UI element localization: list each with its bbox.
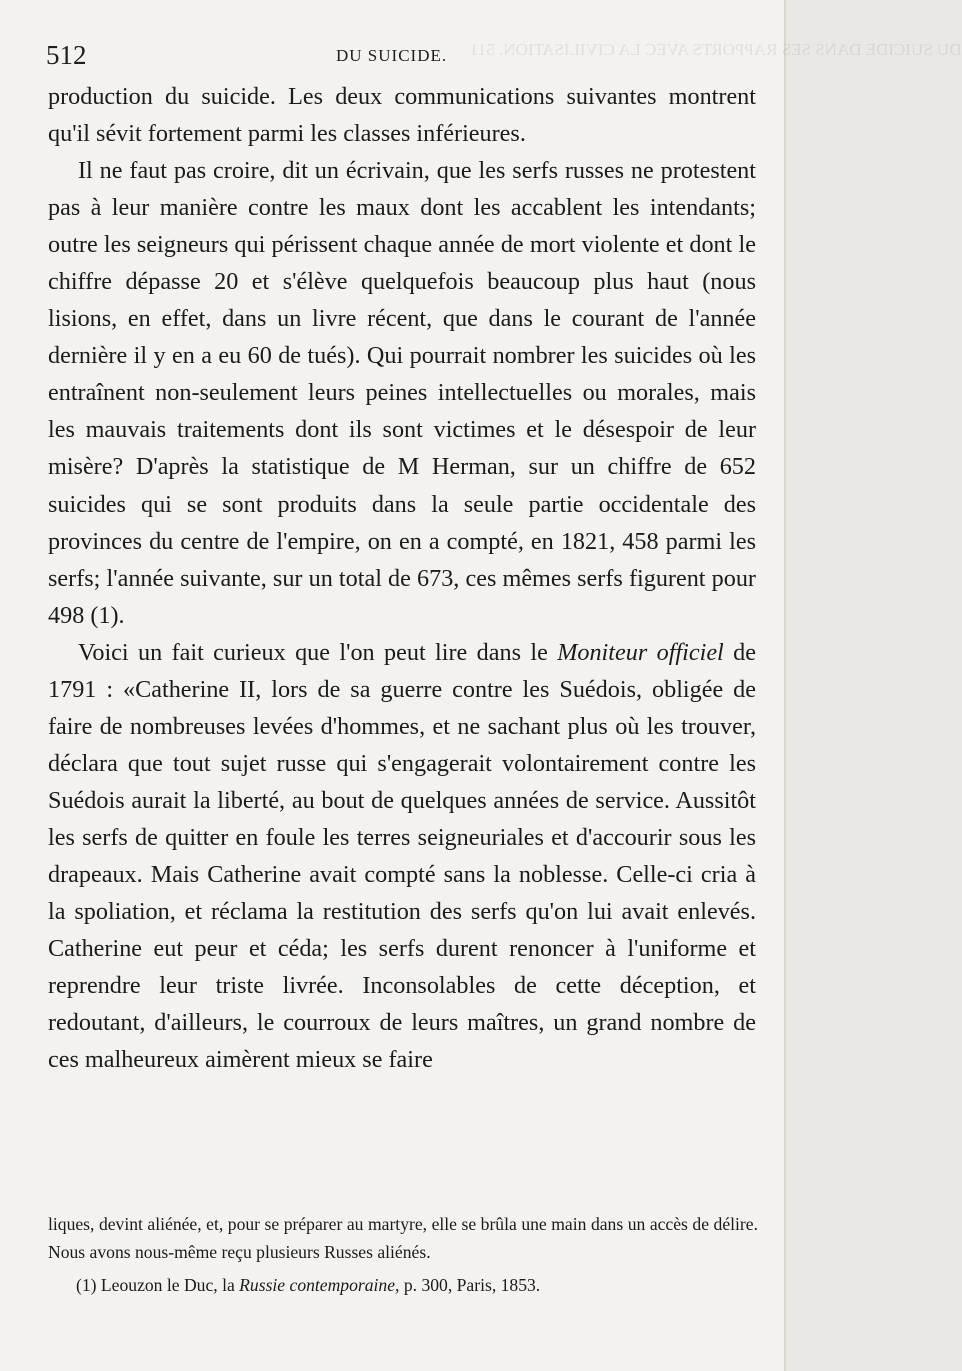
paragraph-3 <box>48 634 756 1079</box>
footnote-1-end: , p. 300, Paris, 1853. <box>395 1275 541 1296</box>
moniteur-officiel-title: Moniteur officiel <box>557 638 724 666</box>
russie-contemporaine-title: Russie contemporaine <box>239 1275 396 1296</box>
paragraph-3-text-rest: de 1791 : «Catherine II, lors de sa guerre contre les Suédois, obligée de faire de nombreuses levées d'hommes, et ne sachant plus où les trouver, déclara que tout sujet russe qui s'engagerait volontairement contre les Suédois aurait la liberté, au bout de quelques années de service. Aussitôt les serfs de quitter en foule les terres seigneuriales et d'accourir sous les drapeaux. Mais Catherine avait compté sans la noblesse. Celle-ci cria à la spoliation, et réclama la restitution des serfs qu'on lui avait enlevés. Catherine eut peur et céda; les serfs durent renoncer à l'uniforme et reprendre leur triste livrée. Inconsolables de cette déception, et redoutant, d'ailleurs, le courroux de leurs maîtres, un grand nombre de ces malheureux aimèrent mieux se faire <box>48 638 756 1074</box>
paragraph-1: production du suicide. Les deux communications suivantes montrent qu'il sévit fortement parmi les classes inférieures. <box>48 83 756 148</box>
footnotes <box>48 1211 758 1300</box>
main-text <box>48 78 756 1078</box>
show-through-text: DU SUICIDE DANS SES RAPPORTS AVEC LA CIVILISATION. 511 <box>470 40 962 59</box>
footnote-continuation: liques, devint aliénée, et, pour se préparer au martyre, elle se brûla une main dans un accès de délire. Nous avons nous-même reçu plusieurs Russes aliénés. <box>48 1214 758 1262</box>
footnote-1 <box>48 1272 758 1300</box>
page-header <box>46 38 756 74</box>
running-title: DU SUICIDE. <box>336 46 448 65</box>
page-number: 512 <box>46 40 87 70</box>
paragraph-2: Il ne faut pas croire, dit un écrivain, que les serfs russes ne protestent pas à leur manière contre les maux dont les accablent les intendants; outre les seigneurs qui périssent chaque année de mort violente et dont le chiffre dépasse 20 et s'élève quelquefois beaucoup plus haut (nous lisions, en effet, dans un livre récent, que dans le courant de l'année dernière il y en a eu 60 de tués). Qui pourrait nombrer les suicides où les entraînent non-seulement leurs peines intellectuelles ou morales, mais les mauvais traitements dont ils sont victimes et le désespoir de leur misère? D'après la statistique de M Herman, sur un chiffre de 652 suicides qui se sont produits dans la seule partie occidentale des provinces du centre de l'empire, on en a compté, en 1821, 458 parmi les serfs; l'année suivante, sur un total de 673, ces mêmes serfs figurent pour 498 (1). <box>48 157 756 629</box>
footnote-1-start: (1) Leouzon le Duc, la <box>76 1275 240 1296</box>
paragraph-3-text-start: Voici un fait curieux que l'on peut lire dans le <box>78 638 558 666</box>
